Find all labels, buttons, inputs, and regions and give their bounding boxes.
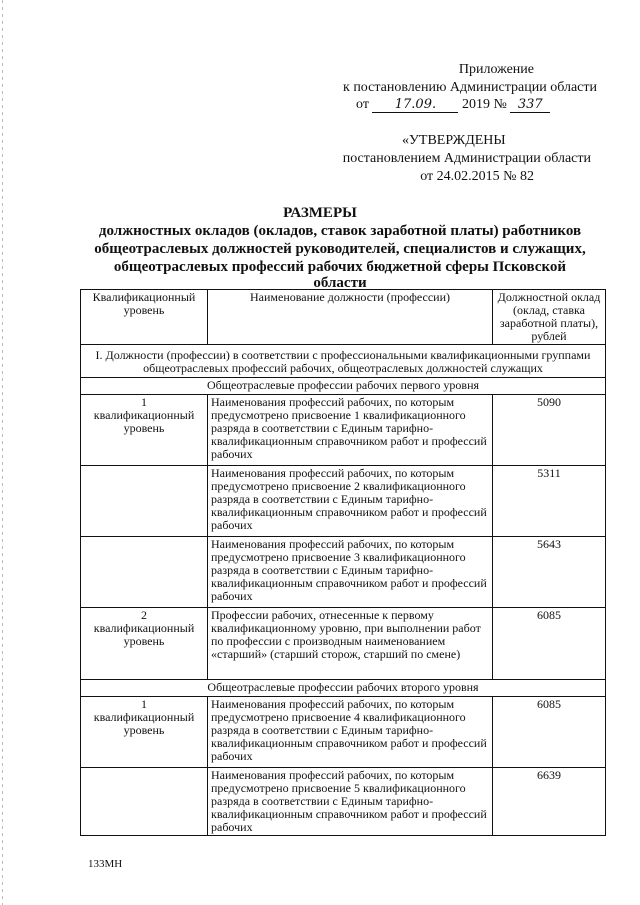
title-line-1: должностных окладов (окладов, ставок заработной платы) работников <box>98 223 582 239</box>
resolution-reference: к постановлению Администрации области <box>343 80 597 95</box>
level-label: квалификационный уровень <box>93 710 195 737</box>
table-row <box>81 466 606 537</box>
binding-margin-line <box>2 0 3 905</box>
table-row <box>81 697 606 768</box>
level-cell <box>81 395 208 466</box>
level-label: квалификационный уровень <box>93 621 195 648</box>
section-row <box>81 345 606 378</box>
handwritten-number: 337 <box>510 98 550 113</box>
approved-by: постановлением Администрации области <box>342 151 591 166</box>
table-row <box>81 608 606 680</box>
level-cell <box>81 466 208 537</box>
col-header-salary: Должностной оклад (оклад, ставка заработной платы), рублей <box>493 290 606 345</box>
level-number: 1 <box>141 395 147 409</box>
level-cell <box>81 608 208 680</box>
position-name: Наименования профессий рабочих, по которым предусмотрено присвоение 5 квалификационного разряда в соответствии с Единым тарифно-квалификационным справочником работ и профессий рабочих <box>208 768 493 836</box>
position-name: Наименования профессий рабочих, по которым предусмотрено присвоение 3 квалификационного разряда в соответствии с Единым тарифно-квалификационным справочником работ и профессий рабочих <box>208 537 493 608</box>
salary-value: 5311 <box>493 466 606 537</box>
salary-value: 6085 <box>493 608 606 680</box>
level-number: 1 <box>141 697 147 711</box>
title-line-4: области <box>313 275 367 291</box>
position-name: Профессии рабочих, отнесенные к первому квалификационному уровню, при выполнении работ по профессии с производным наименованием «старший» (старший сторож, старший по смене) <box>208 608 493 680</box>
salary-value: 6639 <box>493 768 606 836</box>
group-title-2: Общеотраслевые профессии рабочих второго уровня <box>81 680 606 697</box>
title-line-2: общеотраслевых должностей руководителей, специалистов и служащих, <box>94 241 586 257</box>
salary-table <box>80 289 606 836</box>
salary-value: 5643 <box>493 537 606 608</box>
col-header-name: Наименование должности (профессии) <box>208 290 493 345</box>
table-row <box>81 768 606 836</box>
section-title: I. Должности (профессии) в соответствии с профессиональными квалификационными группами общеотраслевых профессий рабочих, общеотраслевых должностей служащих <box>81 345 606 378</box>
level-cell <box>81 537 208 608</box>
position-name: Наименования профессий рабочих, по которым предусмотрено присвоение 4 квалификационного разряда в соответствии с Единым тарифно-квалификационным справочником работ и профессий рабочих <box>208 697 493 768</box>
appendix-label: Приложение <box>458 62 534 77</box>
salary-value: 5090 <box>493 395 606 466</box>
title-line-3: общеотраслевых профессий рабочих бюджетной сферы Псковской <box>113 259 567 275</box>
table-header-row <box>81 290 606 345</box>
table-row <box>81 395 606 466</box>
level-label: квалификационный уровень <box>93 408 195 435</box>
document-code: 133МН <box>88 858 123 870</box>
level-number: 2 <box>141 608 147 622</box>
level-cell <box>81 697 208 768</box>
level-cell <box>81 768 208 836</box>
group-title-1: Общеотраслевые профессии рабочих первого уровня <box>81 378 606 395</box>
table-row <box>81 537 606 608</box>
col-header-level: Квалификационный уровень <box>81 290 208 345</box>
salary-value: 6085 <box>493 697 606 768</box>
group-row <box>81 680 606 697</box>
position-name: Наименования профессий рабочих, по которым предусмотрено присвоение 2 квалификационного разряда в соответствии с Единым тарифно-квалификационным справочником работ и профессий рабочих <box>208 466 493 537</box>
approved-date: от 24.02.2015 № 82 <box>420 169 534 184</box>
group-row <box>81 378 606 395</box>
from-prefix: от <box>356 97 369 112</box>
year-number: 2019 № <box>461 97 507 112</box>
document-title: РАЗМЕРЫ <box>283 205 357 221</box>
position-name: Наименования профессий рабочих, по которым предусмотрено присвоение 1 квалификационного разряда в соответствии с Единым тарифно-квалификационным справочником работ и профессий рабочих <box>208 395 493 466</box>
resolution-date-line <box>356 96 550 114</box>
handwritten-date: 17.09. <box>372 98 458 113</box>
approved-label: «УТВЕРЖДЕНЫ <box>402 133 506 148</box>
